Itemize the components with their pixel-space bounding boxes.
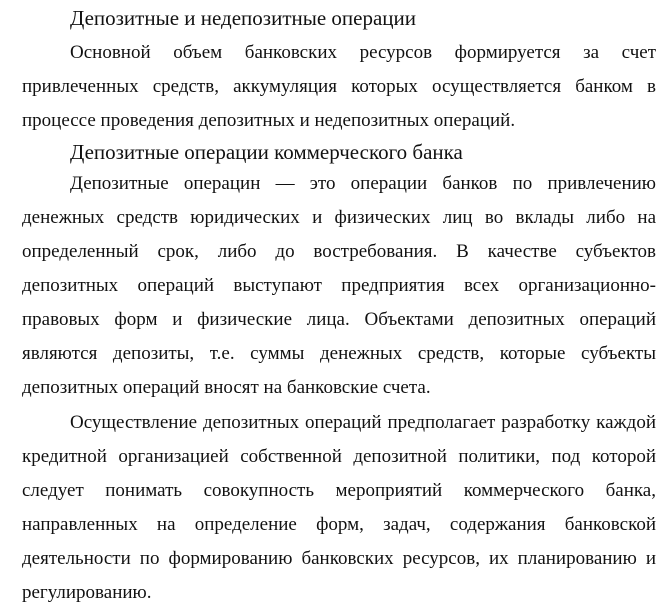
section-heading-deposit-operations: Депозитные операции коммерческого банка [70,140,463,164]
section-heading-deposit-and-nondeposit: Депозитные и недепозитные операции [70,6,417,30]
paragraph-bank-resources: Основной объем банковских ресурсов формируется за счет привлеченных средств, аккумуляция которых осуществляется банком в процессе проведения депозитных и недепозитных операций. [22,42,656,131]
paragraph-deposit-policy: Осуществление депозитных операций предполагает разработку каждой кредитной организацией собственной депозитной политики, под которой следует понимать совокупность мероприятий коммерческого банка, направленных на определение форм, задач, содержания банковской деятельности по формированию банковских ресурсов, их планированию и регулированию. [22,412,656,603]
paragraph-deposit-definition: Депозитные операцин — это операции банков по привлечению денежных средств юридических и физических лиц во вклады либо на определенный срок, либо до востребования. В качестве субъектов депозитных операций выступают предприятия всех организационно-правовых форм и физические лица. Объектами депозитных операций являются депозиты, т.е. суммы денежных средств, которые субъекты депозитных операций вносят на банковские счета. [22,173,656,398]
document-page [22,0,656,610]
